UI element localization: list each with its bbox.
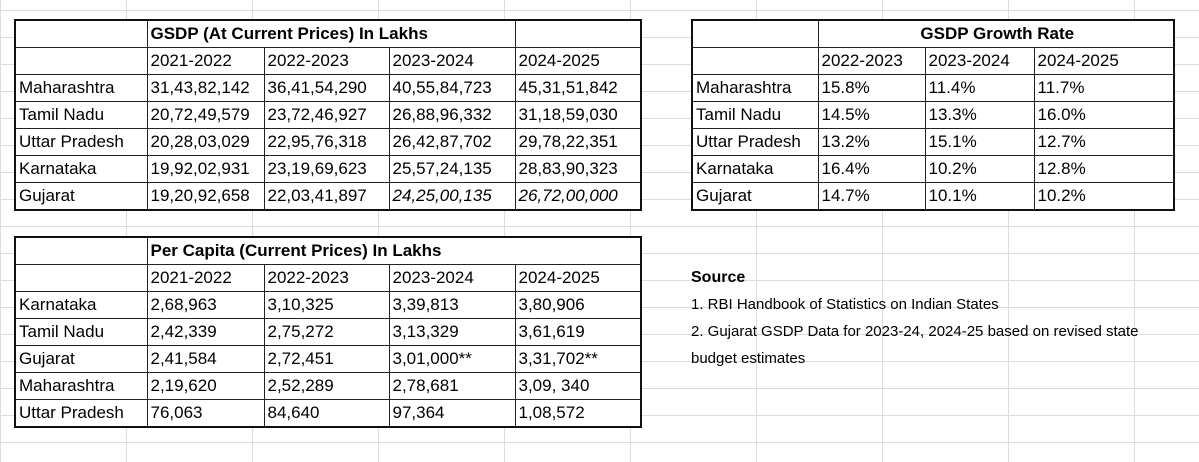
table-row [15,20,641,48]
value-cell[interactable]: 36,41,54,290 [264,75,389,102]
value-cell[interactable]: 14.7% [818,183,925,211]
value-cell[interactable]: 29,78,22,351 [515,129,641,156]
value-cell[interactable]: 28,83,90,323 [515,156,641,183]
year-header[interactable]: 2024-2025 [515,265,641,292]
table-row [15,319,641,346]
growth-rate-table [691,19,1175,211]
table-row [15,129,641,156]
table-row [692,156,1174,183]
value-cell[interactable]: 3,10,325 [264,292,389,319]
value-cell[interactable]: 2,72,451 [264,346,389,373]
year-header[interactable]: 2023-2024 [925,48,1034,75]
table-row [692,129,1174,156]
state-cell[interactable]: Gujarat [15,346,147,373]
value-cell[interactable]: 23,72,46,927 [264,102,389,129]
table-row [692,75,1174,102]
table-row [15,237,641,265]
table-row [692,20,1174,48]
value-cell[interactable]: 26,88,96,332 [389,102,515,129]
table-row [15,346,641,373]
value-cell[interactable]: 2,41,584 [147,346,264,373]
value-cell[interactable]: 97,364 [389,400,515,428]
per-capita-table [14,236,642,428]
value-cell[interactable]: 26,42,87,702 [389,129,515,156]
empty-cell[interactable] [15,20,147,48]
value-cell[interactable]: 19,20,92,658 [147,183,264,211]
value-cell[interactable]: 16.0% [1034,102,1174,129]
value-cell[interactable]: 2,52,289 [264,373,389,400]
value-cell[interactable]: 12.8% [1034,156,1174,183]
value-cell[interactable]: 22,03,41,897 [264,183,389,211]
state-cell[interactable]: Gujarat [692,183,818,211]
state-cell[interactable]: Uttar Pradesh [15,400,147,428]
gsdp-table [14,19,642,211]
state-cell[interactable]: Maharashtra [692,75,818,102]
source-label[interactable]: Source [691,269,746,286]
value-cell[interactable]: 12.7% [1034,129,1174,156]
growth-title[interactable]: GSDP Growth Rate [818,20,1174,48]
state-cell[interactable]: Tamil Nadu [15,102,147,129]
value-cell[interactable]: 13.3% [925,102,1034,129]
value-cell[interactable]: 11.7% [1034,75,1174,102]
table-row [692,102,1174,129]
value-cell[interactable]: 1,08,572 [515,400,641,428]
value-cell[interactable]: 2,78,681 [389,373,515,400]
state-cell[interactable]: Tamil Nadu [692,102,818,129]
value-cell[interactable]: 24,25,00,135 [389,183,515,211]
value-cell[interactable]: 2,19,620 [147,373,264,400]
table-row [15,102,641,129]
value-cell[interactable]: 84,640 [264,400,389,428]
value-cell[interactable]: 2,68,963 [147,292,264,319]
value-cell[interactable]: 3,09, 340 [515,373,641,400]
table-row [692,48,1174,75]
state-cell[interactable]: Karnataka [15,292,147,319]
source-notes [691,264,1139,372]
table-row [15,48,641,75]
value-cell[interactable]: 25,57,24,135 [389,156,515,183]
year-header[interactable]: 2024-2025 [515,48,641,75]
empty-cell[interactable] [15,265,147,292]
value-cell[interactable]: 3,39,813 [389,292,515,319]
value-cell[interactable]: 45,31,51,842 [515,75,641,102]
value-cell[interactable]: 2,42,339 [147,319,264,346]
value-cell[interactable]: 3,31,702** [515,346,641,373]
state-cell[interactable]: Maharashtra [15,75,147,102]
state-cell[interactable]: Karnataka [15,156,147,183]
value-cell[interactable]: 13.2% [818,129,925,156]
table-row [692,183,1174,211]
value-cell[interactable]: 11.4% [925,75,1034,102]
value-cell[interactable]: 2,75,272 [264,319,389,346]
value-cell[interactable]: 20,28,03,029 [147,129,264,156]
table-row [15,156,641,183]
value-cell[interactable]: 40,55,84,723 [389,75,515,102]
year-header[interactable]: 2022-2023 [264,48,389,75]
value-cell[interactable]: 76,063 [147,400,264,428]
state-cell[interactable]: Gujarat [15,183,147,211]
year-header[interactable]: 2022-2023 [264,265,389,292]
year-header[interactable]: 2021-2022 [147,265,264,292]
value-cell[interactable]: 14.5% [818,102,925,129]
value-cell[interactable]: 10.2% [1034,183,1174,211]
table-row [15,292,641,319]
table-row [15,400,641,428]
state-cell[interactable]: Uttar Pradesh [15,129,147,156]
source-line[interactable]: 1. RBI Handbook of Statistics on Indian States [691,296,999,313]
gsdp-title[interactable]: GSDP (At Current Prices) In Lakhs [147,20,515,48]
state-cell[interactable]: Uttar Pradesh [692,129,818,156]
value-cell[interactable]: 26,72,00,000 [515,183,641,211]
empty-cell[interactable] [515,20,641,48]
source-line[interactable]: 2. Gujarat GSDP Data for 2023-24, 2024-25 based on revised state [691,323,1139,340]
empty-cell[interactable] [692,48,818,75]
value-cell[interactable]: 22,95,76,318 [264,129,389,156]
value-cell[interactable]: 23,19,69,623 [264,156,389,183]
table-row [15,373,641,400]
year-header[interactable]: 2022-2023 [818,48,925,75]
value-cell[interactable]: 15.1% [925,129,1034,156]
source-line[interactable]: budget estimates [691,350,806,367]
table-row [15,265,641,292]
value-cell[interactable]: 3,80,906 [515,292,641,319]
year-header[interactable]: 2023-2024 [389,265,515,292]
value-cell[interactable]: 3,61,619 [515,319,641,346]
value-cell[interactable]: 31,18,59,030 [515,102,641,129]
empty-cell[interactable] [15,237,147,265]
state-cell[interactable]: Karnataka [692,156,818,183]
year-header[interactable]: 2023-2024 [389,48,515,75]
per-capita-title[interactable]: Per Capita (Current Prices) In Lakhs [147,237,641,265]
value-cell[interactable]: 10.2% [925,156,1034,183]
value-cell[interactable]: 31,43,82,142 [147,75,264,102]
state-cell[interactable]: Maharashtra [15,373,147,400]
empty-cell[interactable] [692,20,818,48]
table-row [15,183,641,211]
value-cell[interactable]: 20,72,49,579 [147,102,264,129]
value-cell[interactable]: 15.8% [818,75,925,102]
empty-cell[interactable] [15,48,147,75]
value-cell[interactable]: 3,13,329 [389,319,515,346]
year-header[interactable]: 2024-2025 [1034,48,1174,75]
value-cell[interactable]: 16.4% [818,156,925,183]
year-header[interactable]: 2021-2022 [147,48,264,75]
value-cell[interactable]: 19,92,02,931 [147,156,264,183]
value-cell[interactable]: 3,01,000** [389,346,515,373]
state-cell[interactable]: Tamil Nadu [15,319,147,346]
table-row [15,75,641,102]
value-cell[interactable]: 10.1% [925,183,1034,211]
